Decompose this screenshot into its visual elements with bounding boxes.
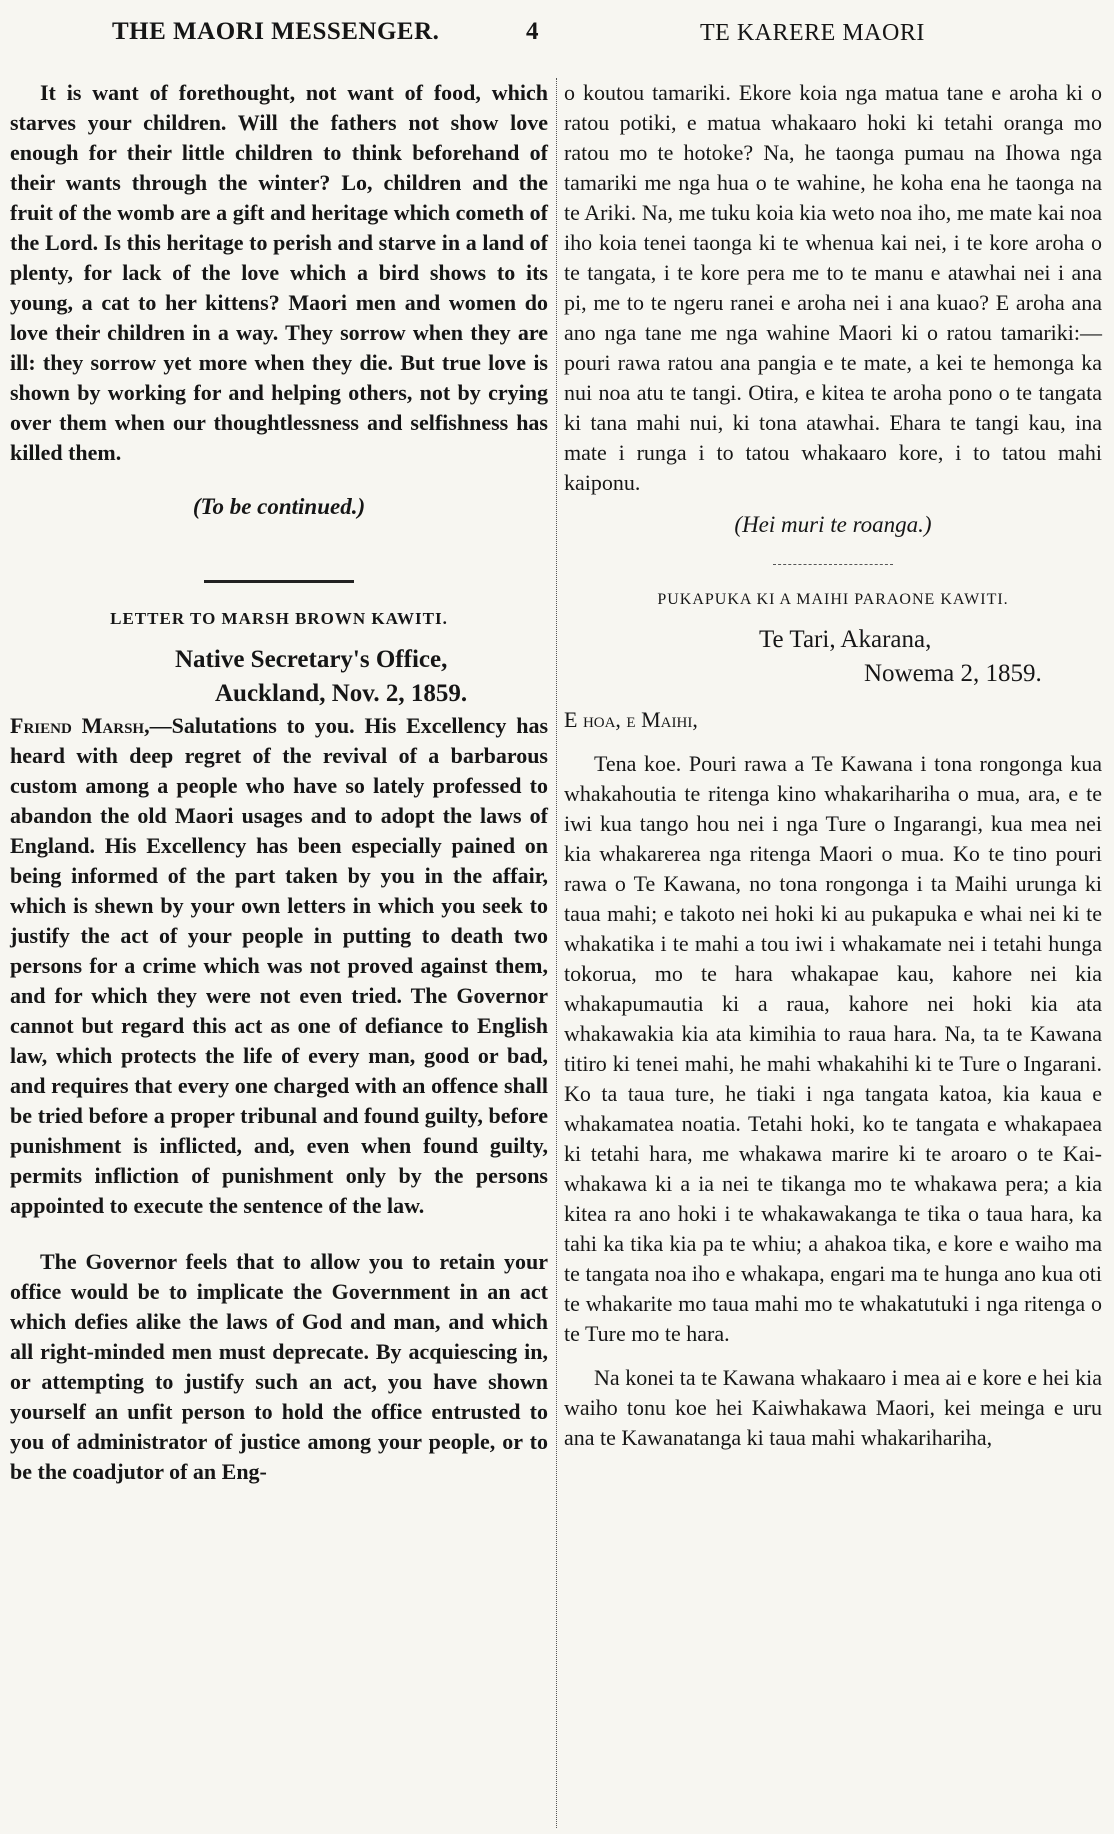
letter-paragraph-1-maori: Tena koe. Pouri rawa a Te Kawana i tona rongonga kua whakahoutia te ritenga kino whakarihariha o mua, ara, e te iwi kua tango hou nei i nga Ture o Ingarangi, kua mea nei kia whakarerea nga ritenga Maori o mua. Ko te tino pouri rawa o Te Kawana, no tona rongonga i ta Maihi urunga ki taua mahi; e takoto nei hoki ki au pukapuka e whai nei ki te whakatika i te mahi a tou iwi i whakamate nei i tetahi hunga tokorua, mo te hara whakapae kau, kahore nei kia whakapumautia ki a raua, kahore nei hoki kia ata whakawakia kia ata kimihia to raua hara. Na, ta te Kawana titiro ki tenei mahi, he mahi whakahihi ki te Ture o Ingarani. Ko ta taua ture, he tiaki i nga tangata katoa, kia kaua e whakamatea noatia. Tetahi hoki, ko te tangata e whakapaea ki tetahi hara, me whakawa marire ki te aroaro o te Kai-whakawa ki a ia nei te tikanga mo te whakawa pera; a kia kitea ra ano hoki i te whakawakanga te tika o taua hara, ka tahi ka tika kia pa te whiu; a ahakoa tika, e kore e waiho ma te tangata noa iho e whakapa, engari ma te hunga ano kua oti te whakarite mo taua mahi mo te whakatutuki i nga ritenga o te Ture mo te hara. (564, 751, 1102, 1346)
maori-column (564, 78, 1102, 1453)
to-be-continued: (To be continued.) (192, 494, 366, 519)
address-line-2: Auckland, Nov. 2, 1859. (215, 680, 468, 707)
letter-paragraph-2-maori: Na konei ta te Kawana whakaaro i mea ai e kore e hei kia waiho tonu koe hei Kaiwhakawa Maori, kei meinga e uru ana te Kawanatanga ki taua mahi whakarihariha, (564, 1365, 1102, 1450)
address-line-2-maori: Nowema 2, 1859. (864, 660, 1042, 687)
letter-address-maori (564, 623, 1102, 691)
article-continuation-text: It is want of forethought, not want of food, which starves your children. Will the fathers not show love enough for their little children to think beforehand of their wants through the winter? Lo, children and the fruit of the womb are a gift and heritage which cometh of the Lord. Is this heritage to perish and starve in a land of plenty, for lack of the love which a bird shows to its young, a cat to her kittens? Maori men and women do love their children in a way. They sorrow when they are ill: they sorrow yet more when they die. But true love is shown by working for and helping others, not by crying over them when our thoughtlessness and selfishness has killed them. (10, 80, 548, 465)
letter-body-1: —Salutations to you. His Excellency has heard with deep regret of the revival of a barbarous custom among a people who have so lately professed to abandon the old Maori usages and to adopt the laws of England. His Excellency has been especially pained on being informed of the part taken by you in the affair, which is shewn by your own letters in which you seek to justify the act of your people in putting to death two persons for a crime which was not proved against them, and for which they were not even tried. The Governor cannot but regard this act as one of defiance to English law, which protects the life of every man, good or bad, and requires that every one charged with an offence shall be tried before a proper tribunal and found guilty, before punishment is inflicted, and, even when found guilty, permits infliction of punishment only by the persons appointed to execute the sentence of the law. (10, 713, 549, 1218)
letter-title-maori: PUKAPUKA KI A MAIHI PARAONE KAWITI. (657, 591, 1009, 608)
address-line-1: Native Secretary's Office, (175, 646, 448, 673)
letter-paragraph-1 (10, 711, 548, 1221)
address-line-1-maori: Te Tari, Akarana, (759, 626, 932, 653)
salutation-maori: E hoa, e Maihi, (564, 707, 698, 732)
letter-address (10, 643, 548, 711)
english-column (10, 78, 548, 1487)
english-masthead: THE MAORI MESSENGER. (112, 18, 440, 45)
column-divider (556, 78, 557, 1828)
letter-paragraph-2: The Governor feels that to allow you to retain your office would be to implicate the Government in an act which defies alike the laws of God and man, and which all right-minded men must deprecate. By acquiescing in, or attempting to justify such an act, you have shown yourself an unfit person to hold the office entrusted to you of administrator of justice among your people, or to be the coadjutor of an Eng- (10, 1249, 548, 1484)
page-header (0, 18, 1114, 58)
maori-masthead: TE KARERE MAORI (700, 20, 925, 46)
page-number: 4 (526, 18, 539, 45)
to-be-continued-maori: (Hei muri te roanga.) (734, 512, 932, 537)
salutation: Friend Marsh, (10, 713, 150, 738)
letter-title: LETTER TO MARSH BROWN KAWITI. (110, 609, 448, 628)
article-continuation-text-maori: o koutou tamariki. Ekore koia nga matua tane e aroha ki o ratou potiki, e matua whakaaro hoki ki tetahi oranga mo ratou mo te hotoke? Na, he taonga pumau na Ihowa nga tamariki me nga hua o te wahine, he koha ena he taonga na te Ariki. Na, me tuku koia kia weto noa iho, me mate kai noa iho koia tenei taonga ki te whenua kai nei, i te kore aroha o te tangata, i te kore pera me to te manu e atawhai nei i ana pi, me to te ngeru ranei e aroha nei i ana kuao? E aroha ana ano nga tane me nga wahine Maori ki o ratou tamariki:—pouri rawa ratou ana pangia e te mate, a kei te hemonga ka nui noa atu te tangi. Otira, e kitea te aroha pono o te tangata ki tana mahi nui, ki tona atawhai. Ehara te tangi kau, ina mate i runga i to tatou whakaaro kore, i to tatou mahi kaiponu. (564, 80, 1102, 495)
